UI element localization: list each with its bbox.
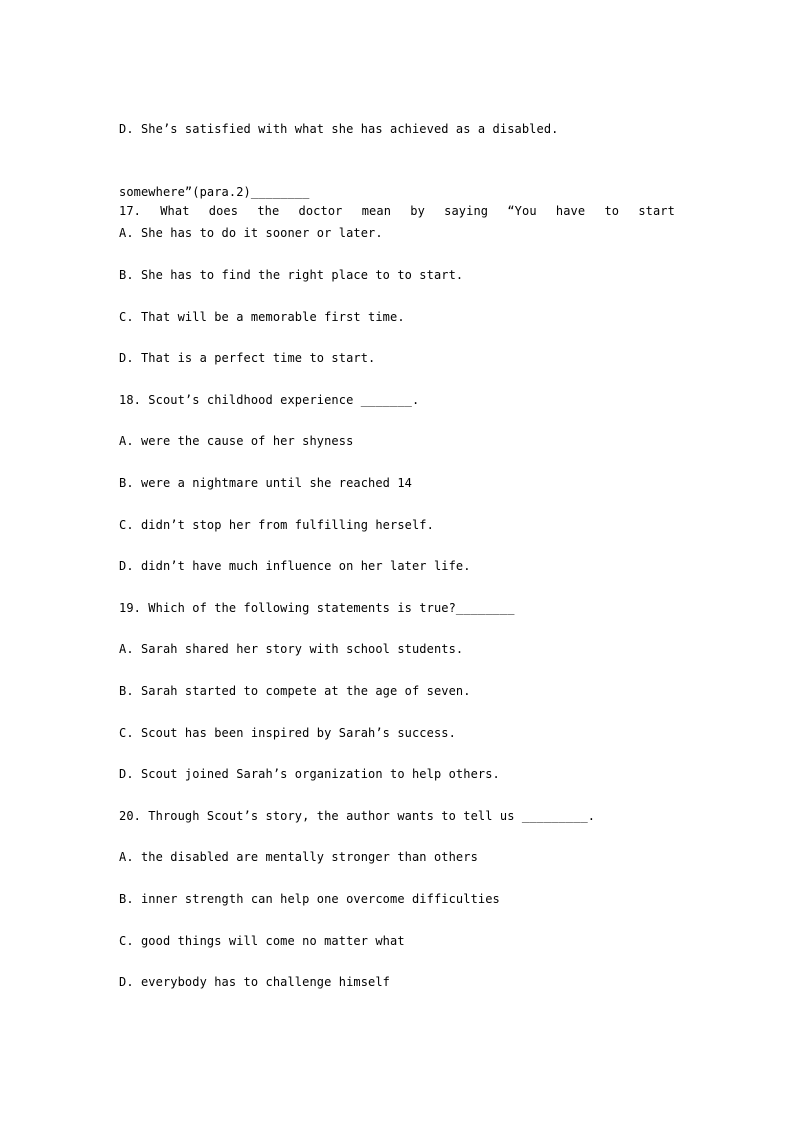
q17-stem-word: mean <box>361 204 392 218</box>
q19-option-a: A. Sarah shared her story with school students. <box>119 642 464 656</box>
q18-option-a: A. were the cause of her shyness <box>119 434 354 448</box>
q18-stem: 18. Scout’s childhood experience _______. <box>119 393 420 407</box>
q17-option-c: C. That will be a memorable first time. <box>119 310 405 324</box>
q17-stem-line2: somewhere”(para.2)________ <box>119 185 310 199</box>
q17-stem-word: 17. <box>119 204 141 218</box>
q17-stem-word: “You <box>507 204 537 218</box>
q17-option-b: B. She has to find the right place to to start. <box>119 268 464 282</box>
q17-stem-line1 <box>119 161 675 261</box>
q17-stem-word: does <box>208 204 239 218</box>
q18-option-b: B. were a nightmare until she reached 14 <box>119 476 412 490</box>
q17-stem-word: start <box>638 204 675 218</box>
q20-stem: 20. Through Scout’s story, the author wants to tell us _________. <box>119 809 596 823</box>
q17-stem-word: by <box>410 204 425 218</box>
q20-option-d: D. everybody has to challenge himself <box>119 975 391 989</box>
q17-stem-word: What <box>160 204 190 218</box>
q17-stem-word: doctor <box>298 204 343 218</box>
q17-option-d: D. That is a perfect time to start. <box>119 351 376 365</box>
q19-option-b: B. Sarah started to compete at the age of seven. <box>119 684 471 698</box>
q19-option-d: D. Scout joined Sarah’s organization to help others. <box>119 767 500 781</box>
q17-stem-word: the <box>257 204 280 218</box>
q17-stem-word: have <box>555 204 586 218</box>
q17-option-a: A. She has to do it sooner or later. <box>119 226 383 240</box>
q20-option-a: A. the disabled are mentally stronger than others <box>119 850 478 864</box>
q17-stem-words <box>119 201 675 221</box>
q17-stem-word: to <box>604 204 620 218</box>
q19-stem: 19. Which of the following statements is true?________ <box>119 601 515 615</box>
q17-stem-word: saying <box>444 204 489 218</box>
q16-option-d: D. She’s satisfied with what she has achieved as a disabled. <box>119 122 559 136</box>
q18-option-c: C. didn’t stop her from fulfilling herself. <box>119 518 434 532</box>
q19-option-c: C. Scout has been inspired by Sarah’s success. <box>119 726 456 740</box>
q20-option-b: B. inner strength can help one overcome difficulties <box>119 892 500 906</box>
q20-option-c: C. good things will come no matter what <box>119 934 405 948</box>
q18-option-d: D. didn’t have much influence on her later life. <box>119 559 471 573</box>
